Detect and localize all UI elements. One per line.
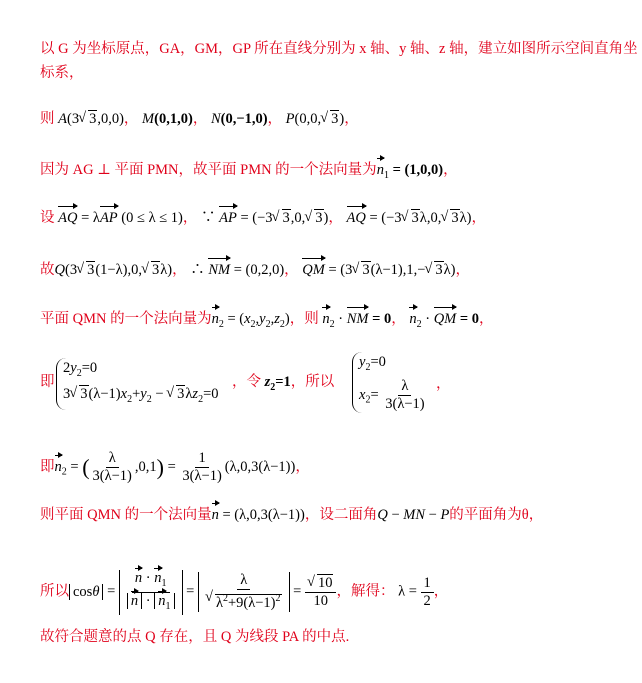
text-line-2: 则 A(3√ 3,0,0)， M(0,1,0)， N(0,−1,0)， P(0,0,√ 3)，	[40, 109, 359, 129]
text-line-8: 即$n_2$ = ( $\frac{\lambda}{3(\lambda-1)}$ ,0,1) = $\frac{1}{3(\lambda-1)}$ (λ,0,3(λ−1))，	[40, 450, 310, 484]
text-line-7-end: ，	[436, 376, 451, 392]
text-line-10: 所以 cosθ = $\frac{n \cdot n_1}{n \cdot n_1}$ = λ √ $\lambda^2+9(\lambda-1)^2$ = √ $\frac{10}{10}$ ，解得： λ = $\frac{1}{2}$ ，	[40, 570, 448, 615]
equation-system-1: $2y_2=0$ 3√ $3(\lambda-1)x_2+y_2$ − √ $3\lambda z_2=0$	[56, 358, 219, 410]
text-line-7-mid: ，令 $z_2=1$，所以	[232, 374, 335, 393]
text-line-5: 故Q(3√ 3(1−λ),0,√ 3λ)， ∴ NM = (0,2,0)， QM = (3√ 3(λ−1),1,−√ 3λ)，	[40, 260, 470, 280]
text-line-6: 平面 QMN 的一个法向量为$n_2 = (x_2,y_2,z_2)$，则 $n_2$ · NM = 0， $n_2$ · QM = 0，	[40, 311, 494, 330]
text-line-7-prefix: 即	[40, 374, 55, 390]
text-line-4: 设 AQ = λAP (0 ≤ λ ≤ 1)， ∵ AP = (−3√ 3,0,√ 3)， AQ = (−3√ 3λ,0,√ 3λ)，	[40, 208, 486, 228]
text-line-1b: 标系，	[40, 65, 84, 81]
text-line-1: 以 G 为坐标原点，GA，GM，GP 所在直线分别为 x 轴、y 轴、z 轴，建立如图所示空间直角坐	[40, 41, 638, 57]
text-line-9: 则平面 QMN 的一个法向量n = (λ,0,3(λ−1))，设二面角Q − MN − P的平面角为θ，	[40, 507, 544, 523]
equation-system-2: $y_2=0$ $x_2=$ $\frac{\lambda}{3(\lambda-1)}$	[352, 352, 428, 413]
text-line-11: 故符合题意的点 Q 存在，且 Q 为线段 PA 的中点.	[40, 629, 350, 645]
text-line-3: 因为 AG ⊥ 平面 PMN，故平面 PMN 的一个法向量为$n_1 = (1,0,0)$，	[40, 162, 458, 181]
